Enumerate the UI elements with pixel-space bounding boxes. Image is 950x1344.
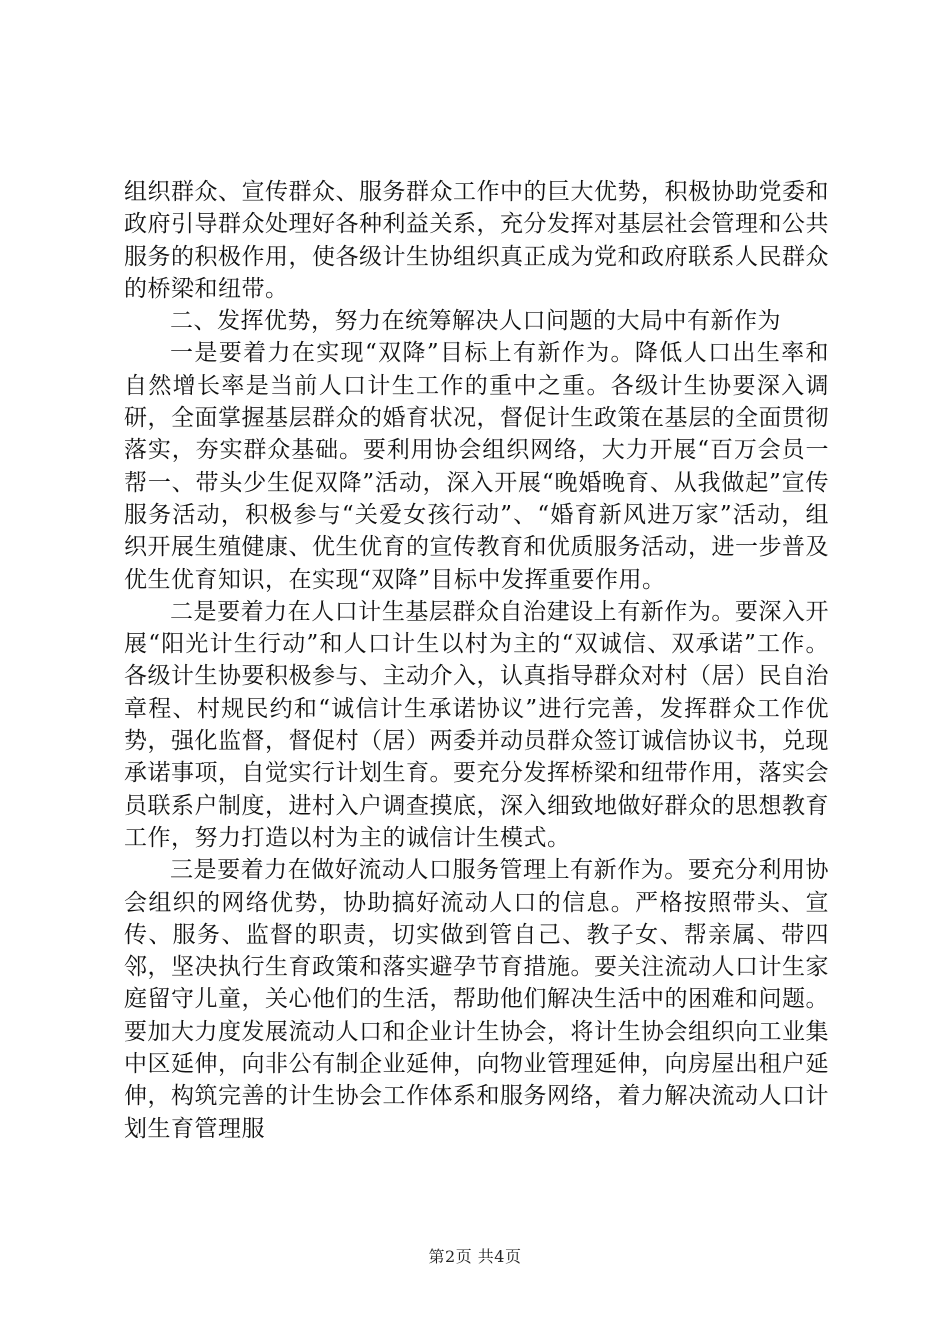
body-text bbox=[124, 176, 829, 1145]
page-number-footer: 第2页 共4页 bbox=[428, 1247, 522, 1266]
section-heading: 二、发挥优势，努力在统筹解决人口问题的大局中有新作为 bbox=[170, 308, 781, 335]
paragraph-first-point: 一是要着力在实现“双降”目标上有新作为。降低人口出生率和自然增长率是当前人口计生工作的重中之重。各级计生协要深入调研，全面掌握基层群众的婚育状况，督促计生政策在基层的全面贯彻落实，夯实群众基础。要利用协会组织网络，大力开展“百万会员一帮一、带头少生促双降”活动，深入开展“晚婚晚育、从我做起”宣传服务活动，积极参与“关爱女孩行动”、“婚育新风进万家”活动，组织开展生殖健康、优生优育的宣传教育和优质服务活动，进一步普及优生优育知识，在实现“双降”目标中发挥重要作用。 bbox=[124, 340, 829, 593]
paragraph-continuation: 组织群众、宣传群众、服务群众工作中的巨大优势，积极协助党委和政府引导群众处理好各种利益关系，充分发挥对基层社会管理和公共服务的积极作用，使各级计生协组织真正成为党和政府联系人民群众的桥梁和纽带。 bbox=[124, 179, 829, 302]
paragraph-second-point: 二是要着力在人口计生基层群众自治建设上有新作为。要深入开展“阳光计生行动”和人口计生以村为主的“双诚信、双承诺”工作。各级计生协要积极参与、主动介入，认真指导群众对村（居）民自治章程、村规民约和“诚信计生承诺协议”进行完善，发挥群众工作优势，强化监督，督促村（居）两委并动员群众签订诚信协议书，兑现承诺事项，自觉实行计划生育。要充分发挥桥梁和纽带作用，落实会员联系户制度，进村入户调查摸底，深入细致地做好群众的思想教育工作，努力打造以村为主的诚信计生模式。 bbox=[124, 598, 829, 851]
paragraph-third-point: 三是要着力在做好流动人口服务管理上有新作为。要充分利用协会组织的网络优势，协助搞好流动人口的信息。严格按照带头、宣传、服务、监督的职责，切实做到管自己、教子女、帮亲属、带四邻，坚决执行生育政策和落实避孕节育措施。要关注流动人口计生家庭留守儿童，关心他们的生活，帮助他们解决生活中的困难和问题。要加大力度发展流动人口和企业计生协会，将计生协会组织向工业集中区延伸，向非公有制企业延伸，向物业管理延伸，向房屋出租户延伸，构筑完善的计生协会工作体系和服务网络，着力解决流动人口计划生育管理服 bbox=[124, 857, 829, 1142]
